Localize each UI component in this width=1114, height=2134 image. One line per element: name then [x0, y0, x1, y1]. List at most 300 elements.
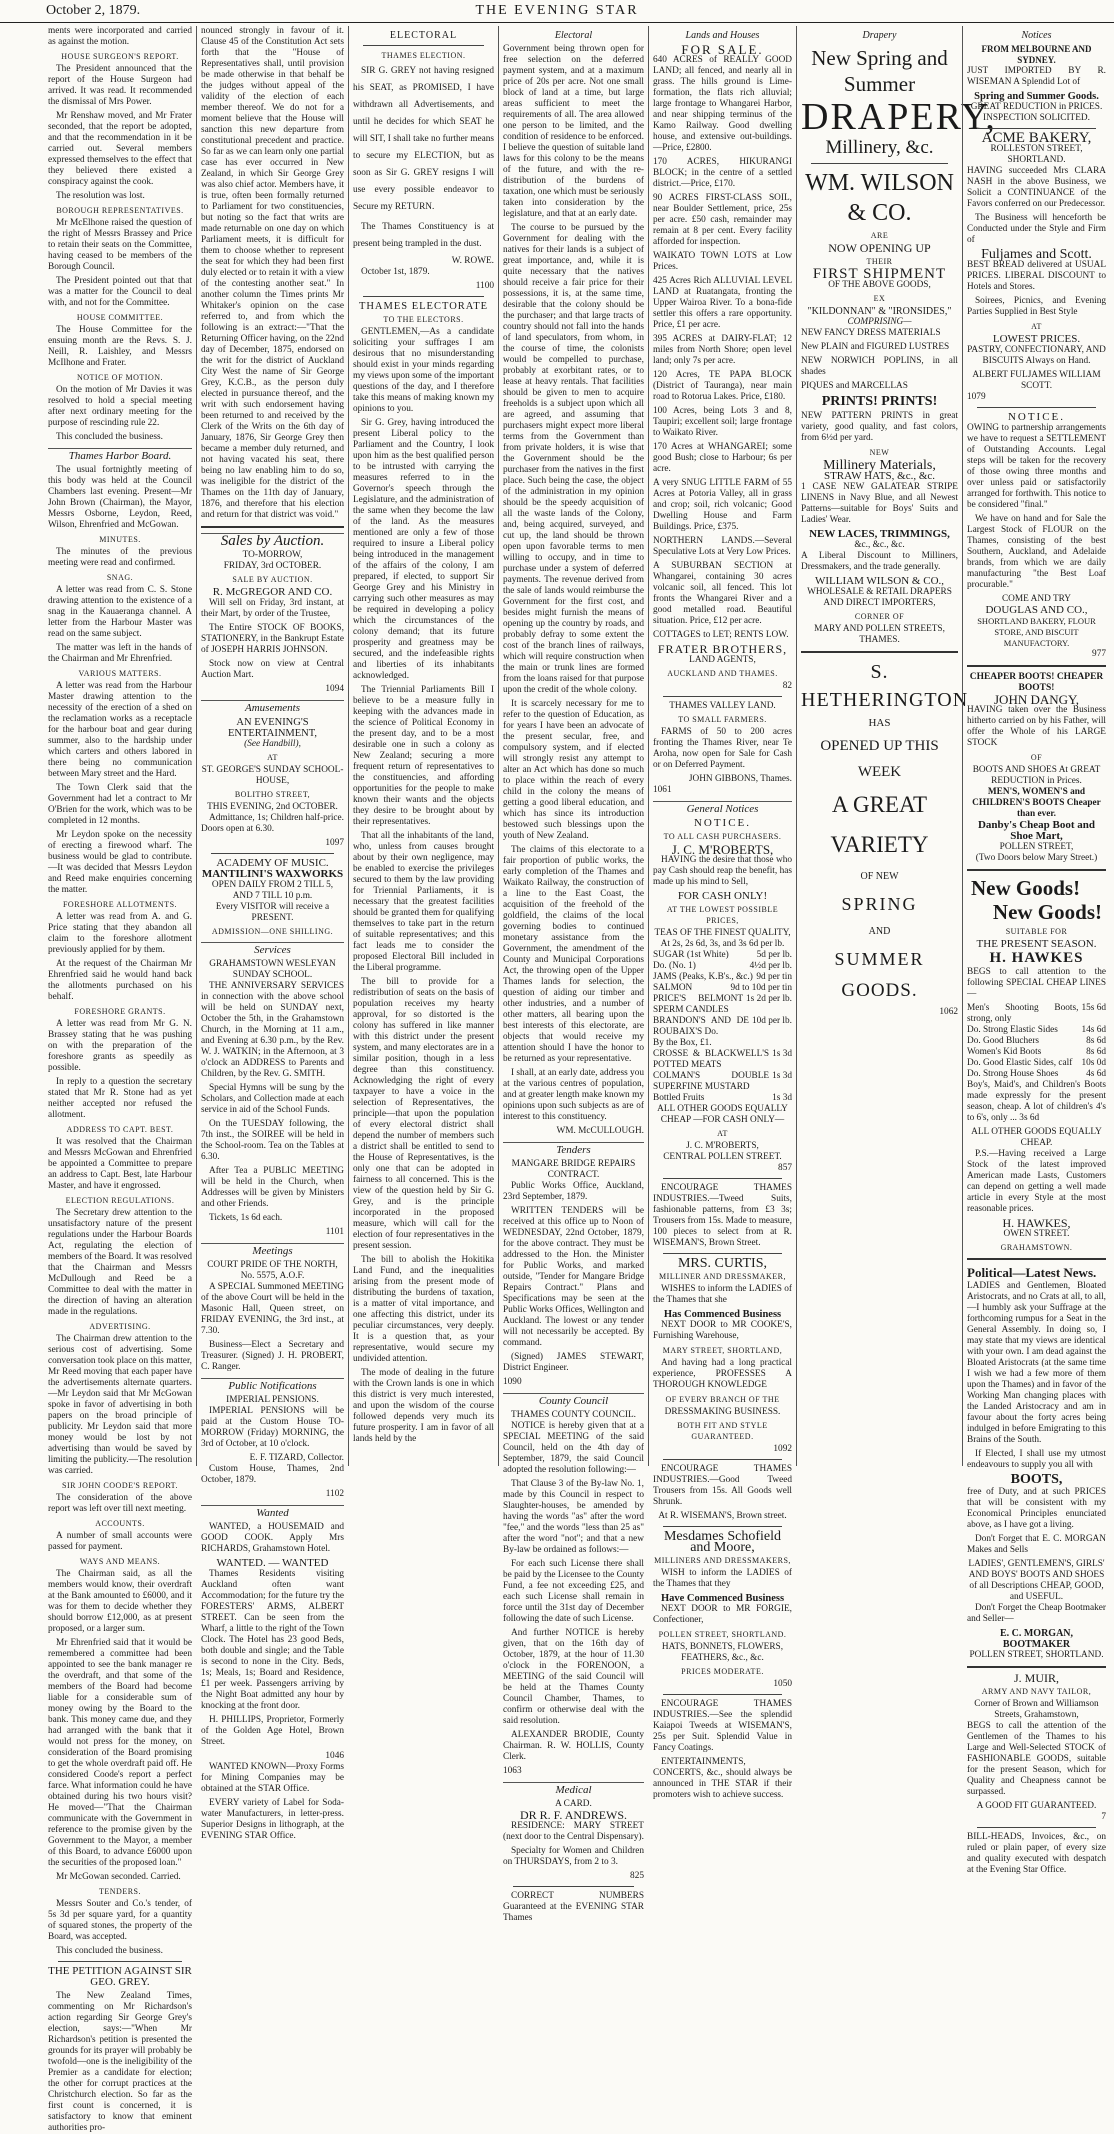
- ad-text: It is scarcely necessary for me to refer to the question of Education, as for years I have been an advocate of the present secular, free, and compulsory system, and if elected will strongly resist any attempt to alter an Act which has done so much to place within the reach of every child in the colony the means of getting a good liberal education, and which has since its introduction bestowed such blessings upon the youth of New Zealand.: [503, 699, 644, 841]
- listing: 170 Acres at WHANGAREI; some good Bush; close to Harbour; 6s per acre.: [653, 442, 792, 474]
- ad-text: Special Hymns will be sung by the Scholars, and Collection made at each service in aid of the School Funds.: [201, 1083, 344, 1115]
- ad-line: BOTH FIT AND STYLE GUARANTEED.: [677, 1421, 768, 1441]
- price-row: [967, 1047, 1106, 1058]
- ad-line: DRESSMAKING BUSINESS.: [664, 1407, 781, 1417]
- ad-headline: WEEK: [857, 764, 902, 780]
- ad-line: Have Commenced Business: [660, 1593, 785, 1604]
- price-row: [653, 1038, 792, 1049]
- price-row: [653, 994, 792, 1016]
- price-value: 10s 0d: [1081, 1058, 1106, 1068]
- section-heading: Public Notifications: [201, 1378, 344, 1392]
- ad-line: THAMES ELECTORATE: [358, 301, 489, 312]
- ad-line: A CARD.: [555, 1799, 592, 1809]
- divider: [977, 407, 1096, 408]
- ad-line: POLLEN STREET,: [999, 842, 1074, 852]
- ad-text: ALEXANDER BRODIE, County Chairman. R. W. HOLLIS, County Clerk.: [503, 1730, 644, 1762]
- ad-text: WISHES to inform the LADIES of the Thames that she: [653, 1284, 792, 1305]
- section-heading: Sales by Auction.: [201, 533, 344, 547]
- price-value: 4½d per lb.: [749, 961, 792, 971]
- ad-line: AT: [267, 753, 278, 762]
- divider: [977, 128, 1096, 129]
- ad-number: 1090: [503, 1377, 522, 1387]
- ad-line: Every VISITOR will receive a PRESENT.: [215, 902, 330, 923]
- ad-signature: JOHN GIBBONS, Thames.: [688, 774, 792, 784]
- ad-line: AT: [717, 1129, 728, 1138]
- ad-line: R. McGREGOR AND CO.: [212, 586, 333, 598]
- article-headline: THE PETITION AGAINST SIR GEO. GREY.: [48, 1965, 192, 1988]
- article-paragraph: Mr Ehrenfried said that it would be remembered a committee had been appointed to see the bank manager re the overdraft, and that some of the members of the Board had become liable for a considerable sum of money owing by the Board to the bank. This money came due, and they had arranged with the bank that it would not press for the money, on consideration of the Board promising to get the whole overdraft paid off. He considered Coode's report a perfect farce. What information could he have obtained during his two hours visit? He moved—"That the Chairman communicate with the Government in reference to the promise given by the Government to the Mayor, a member of this Board, to advance £6000 upon the securities of the proposed loan.": [48, 1638, 192, 1868]
- divider: [967, 665, 1106, 667]
- ad-line: BOOTS,: [1010, 1472, 1063, 1487]
- ad-text: JUST IMPORTED BY R. WISEMAN A Splendid Lot of: [967, 66, 1106, 87]
- ad-text: Government being thrown open for free selection on the deferred payment system, and at a maximum price of 20s per acre. Not one small block of land at a time, but large areas sufficient to meet the requirements of all. The area allowed one person to be limited, and the condition of residence to be enforced. I believe the question of suitable land laws for this colony to be the means of the future, and with the re-distribution of the burdens of taxation, one which must be seriously taken into consideration by the legislature, and that at an early date.: [503, 44, 644, 219]
- article-paragraph: On the motion of Mr Davies it was resolved to hold a special meeting after next ordinary meeting for the purpose of rescinding rule 22.: [48, 385, 192, 428]
- ad-line: EX: [873, 294, 886, 303]
- ad-headline: New Spring and: [811, 46, 948, 70]
- ad-text: ENCOURAGE THAMES INDUSTRIES.—See the splendid Kaiapoi Tweeds at WISEMAN'S, 25s per Suit. Splendid Value in Fancy Coatings.: [653, 1699, 792, 1753]
- ad-line: LADIES', GENTLEMEN'S, GIRLS' AND BOYS' BOOTS AND SHOES: [968, 1559, 1105, 1580]
- ad-line: CORNER OF: [854, 612, 905, 621]
- ad-signature: W. ROWE.: [451, 256, 494, 266]
- ad-text: The course to be pursued by the Government for dealing with the natives for their lands is a subject of great importance, and, while it is quite necessary that the natives should receive a fair price for their possessions, it is, at the same time, desirable that the colony should be the purchaser; and that large tracts of country should not fall into the hands of land speculators, from whom, in the course of time, the colonists would be compelled to purchase, probably at exorbitant rates, or to lease at heavy rentals. That facilities should be given to men to acquire freeholds is a subject upon which all are agreed, and assuming that purchasers might expect more liberal terms from the Government than from private holders, it is wise that the Government should be the purchaser from the natives in the first place. Such being the case, the object of the administration in my opinion should be the speedy acquisition of all the waste lands of the Colony, and, being acquired, surveyed, and cut up, the land should be thrown open upon favorable terms to men willing to occupy, and in time to purchase under a system of deferred payments. The revenue derived from the sale of lands would reimburse the Government for the first cost, and besides might furnish the means of opening up the country by roads, and probably defray to some extent the cost of the branch lines of railways, which will require construction when the main or trunk lines are formed from the loans raised for that purpose upon the credit of the whole colony.: [503, 223, 644, 695]
- ad-text: ENCOURAGE THAMES INDUSTRIES.—Tweed Suits, fashionable patterns, from £3 3s; Trousers from 15s. Made to measure, 100 pieces to select from at R. WISEMAN'S, Brown Street.: [653, 1183, 792, 1248]
- article-paragraph: In reply to a question the secretary stated that Mr R. Stone had as yet neither accepted nor refused the allotment.: [48, 1077, 192, 1120]
- price-item: Do. Good Bluchers: [967, 1036, 1040, 1046]
- ad-line: LAND AGENTS,: [689, 655, 756, 665]
- ad-line: COURT PRIDE OF THE NORTH, No. 5575, A.O.F.: [207, 1260, 338, 1281]
- listing: COTTAGES to LET; RENTS LOW.: [653, 630, 789, 640]
- ad-headline: New Goods!: [992, 900, 1102, 924]
- ad-line: THAMES.: [859, 635, 900, 645]
- ad-text: PIQUES and MARCELLAS: [801, 381, 908, 391]
- subheading: ADVERTISING.: [89, 1322, 151, 1331]
- ad-line: LOWEST PRICES.: [992, 333, 1081, 345]
- price-row: [967, 1036, 1106, 1047]
- ad-line: TO SMALL FARMERS.: [678, 715, 767, 724]
- ad-headline: Fuljames and Scott.: [981, 247, 1092, 262]
- price-value: 14s 6d: [1081, 1025, 1106, 1035]
- listing: 170 ACRES, HIKURANGI BLOCK; in the centre of a settled district.—Price, £170.: [653, 157, 792, 189]
- price-value: 5d per lb.: [756, 950, 792, 960]
- article-paragraph: It was resolved that the Chairman and Messrs McGowan and Ehrenfried be appointed a Committee to prepare an address to Capt. Best, late Harbour Master, and have it engrossed.: [48, 1137, 192, 1191]
- ad-line: ROLLESTON STREET, SHORTLAND.: [990, 144, 1083, 165]
- ad-headline: S. HETHERINGTON: [801, 661, 969, 711]
- article-paragraph: At the request of the Chairman Mr Ehrenfried said he would hand back the allotments purchased on his behalf.: [48, 959, 192, 1002]
- divider: [58, 1961, 182, 1962]
- ad-line: BOLITHO STREET,: [234, 790, 311, 799]
- ad-line: CENTRAL POLLEN STREET.: [663, 1152, 782, 1162]
- ad-line: ALL OTHER GOODS EQUALLY CHEAP —FOR CASH ONLY—: [657, 1104, 788, 1125]
- ad-text: A Liberal Discount to Milliners, Dressmakers, and the trade generally.: [801, 551, 958, 572]
- price-item: Women's Kid Boots: [967, 1047, 1042, 1057]
- ad-line: E. F. TIZARD, Collector.: [249, 1453, 344, 1463]
- divider: [811, 163, 948, 164]
- divider: [663, 696, 782, 697]
- ad-line: At 2s, 2s 6d, 3s, and 3s 6d per lb.: [660, 939, 785, 949]
- ad-text: BEGS to call the attention of the Gentlemen of the Thames to his Large and Well-Selected STOCK of FASHIONABLE GOODS, suitable for the present Season, which for Quality and Cheapness cannot be surpassed.: [967, 1721, 1106, 1797]
- ad-text: HAVING taken over the Business hitherto carried on by his Father, will offer the Whole of his LARGE STOCK: [967, 705, 1106, 748]
- subheading: SIR JOHN COODE'S REPORT.: [62, 1481, 178, 1490]
- ad-text: SIR G. GREY not having resigned his SEAT, as PROMISED, I have withdrawn all Advertisements, and until he decides for which SEAT he will SIT, I shall take no further means to secure my ELECTION, but as soon as Sir G. GREY resigns I will use every possible endeavor to Secure my RETURN.: [353, 66, 494, 212]
- ad-line: TO ALL CASH PURCHASERS.: [663, 832, 782, 841]
- ad-line: MARY STREET, SHORTLAND,: [662, 1346, 783, 1355]
- price-item: BRANDON'S AND DE ROUBAIX'S Do.: [653, 1016, 749, 1037]
- ad-headline: Millinery Materials,: [823, 458, 936, 473]
- divider: [663, 1526, 782, 1527]
- column-3: [348, 26, 498, 1466]
- ad-line: A GOOD FIT GUARANTEED.: [976, 1801, 1097, 1811]
- column-4: [498, 26, 648, 1923]
- ad-text: OWING to partnership arrangements we have to request a SETTLEMENT of Outstanding Accounts. Legal steps will be taken for the recovery of those owing three months and over unless paid or satisfactorily arranged for forthwith. This notice to be considered "final.": [967, 423, 1106, 510]
- ad-line: WHOLESALE & RETAIL DRAPERS AND DIRECT IMPORTERS,: [807, 587, 952, 608]
- article-paragraph: A letter was read from Mr G. N. Brassey stating that he was pushing on with the preparation of the foreshore grants as speedily as possible.: [48, 1019, 192, 1073]
- price-row: [653, 983, 792, 994]
- listing: 425 Acres Rich ALLUVIAL LEVEL LAND at Ruatangata, fronting the Upper Wairoa River. To a bona-fide settler this offers a rare opportunity. Price, £1 per acre.: [653, 276, 792, 330]
- ad-line: Mesdames Schofield: [663, 1529, 782, 1544]
- ad-line: MANTILINI'S WAXWORKS: [201, 868, 344, 880]
- price-list: [967, 1003, 1106, 1080]
- article-paragraph: Messrs Souter and Co.'s tender, of 5s 3d per square yard, for a quantity of squared stones, the property of the Board, was accepted.: [48, 1899, 192, 1942]
- ad-text: NEW NORWICH POPLINS, in all shades: [801, 356, 958, 377]
- listing: 395 ACRES at DAIRY-FLAT; 12 miles from North Shore; open level land; only 7s per acre.: [653, 334, 792, 366]
- ad-text: HAVING succeeded Mrs CLARA NASH in the above Business, we Solicit a CONTINUANCE of the Favors conferred on our Predecessor.: [967, 166, 1106, 209]
- ad-number: 1102: [325, 1489, 344, 1499]
- ad-line: &c., &c., &c.: [854, 540, 905, 550]
- article-paragraph: ments were incorporated and carried as against the motion.: [48, 26, 192, 47]
- ad-line: ARMY AND NAVY TAILOR,: [981, 1687, 1092, 1696]
- price-value: 1s 2d per lb.: [746, 994, 792, 1004]
- ad-text: FARMS of 50 to 200 acres fronting the Thames River, near Te Aroha, now open for Sale for Cash or on Deferred Payment.: [653, 727, 792, 770]
- ad-number: 1094: [325, 684, 344, 694]
- ad-line: COME AND TRY: [1001, 594, 1072, 604]
- section-heading: Lands and Houses: [685, 30, 760, 41]
- ad-line: Has Commenced Business: [663, 1309, 782, 1320]
- article-paragraph: A letter was read from A. and G. Price stating that they abandon all claim to the foreshore allotment previously applied for by them.: [48, 912, 192, 955]
- price-row: [653, 1049, 792, 1071]
- article-paragraph: A letter was read from C. S. Stone drawing attention to the existence of a snag in the Kauaeranga channel. A letter from the Harbour Master was read on the same subject.: [48, 585, 192, 639]
- ad-text: The Business will henceforth be Conducted under the Style and Firm of: [967, 213, 1106, 245]
- ad-text: WRITTEN TENDERS will be received at this office up to Noon of WEDNESDAY, 22nd October, 1879, for the above contract. They must be addressed to the Hon. the Minister for Public Works, and marked outside, "Tender for Mangare Bridge Repairs Contract." Plans and Specifications may be seen at the Public Works Offices, Wellington and Auckland. The lowest or any tender will not necessarily be accepted. By command.: [503, 1206, 644, 1348]
- ad-line: AN EVENING'S ENTERTAINMENT,: [227, 717, 318, 739]
- ad-number: 1092: [773, 1444, 792, 1454]
- ad-text: A SPECIAL Summoned MEETING of the above Court will be held in the Masonic Hall, Queen street, on FRIDAY EVENING, the 3rd inst., at 7.30.: [201, 1282, 344, 1336]
- ad-text: H. PHILLIPS, Proprietor, Formerly of the Golden Age Hotel, Brown Street.: [201, 1715, 344, 1747]
- subheading: MINUTES.: [99, 535, 141, 544]
- ad-line: TEAS OF THE FINEST QUALITY,: [654, 928, 791, 938]
- subheading: HOUSE COMMITTEE.: [76, 313, 164, 322]
- price-item: Do. (No. 1): [653, 961, 696, 971]
- article-paragraph: A number of small accounts were passed for payment.: [48, 1531, 192, 1552]
- ad-number: 82: [782, 681, 792, 691]
- price-value: 1s 3d: [772, 1049, 792, 1059]
- ad-line: NOW OPENING UP: [828, 241, 931, 255]
- subheading: TENDERS.: [99, 1887, 141, 1896]
- ad-text: For each such License there shall be paid by the Licensee to the County Fund, a fee not exceeding £25, and each such License shall remain in force until the 31st day of December following the date of such License.: [503, 1559, 644, 1624]
- price-value: 4s 6d: [1086, 1069, 1106, 1079]
- ad-headline: WM. WILSON & CO.: [805, 170, 954, 226]
- ad-text: WANTED, a HOUSEMAID and GOOD COOK. Apply Mrs RICHARDS, Grahamstown Hotel.: [201, 1522, 344, 1554]
- price-value: 9d to 10d per tin: [730, 983, 792, 993]
- ad-signature: WM. McCULLOUGH.: [556, 1126, 644, 1136]
- divider: [977, 1827, 1096, 1828]
- ad-line: FEATHERS, &c., &c.: [681, 1653, 764, 1663]
- ad-line: FROM MELBOURNE AND SYDNEY.: [981, 44, 1092, 65]
- ad-text: Will sell on Friday, 3rd instant, at their Mart, by order of the Trustee,: [201, 598, 344, 619]
- ad-line: HAS: [868, 717, 891, 729]
- price-item: JAMS (Peaks, K.B's., &c.): [653, 972, 753, 982]
- price-value: [789, 1038, 792, 1049]
- ad-line: OF EVERY BRANCH OF THE: [665, 1395, 780, 1404]
- listing: NORTHERN LANDS.—Several Speculative Lots at Very Low Prices.: [653, 536, 792, 557]
- article-paragraph: The resolution was lost.: [56, 191, 145, 201]
- ad-line: SALE BY AUCTION.: [232, 575, 313, 584]
- ad-number: 1061: [653, 785, 672, 795]
- article-paragraph: The usual fortnightly meeting of this body was held at the Council Chambers last evening. Present—Mr John Brown (Chairman), the Mayor, Messrs Osborne, Leydon, Reed, Wilson, Ehrenfried and McGowan.: [48, 465, 192, 530]
- price-row: [967, 1058, 1106, 1069]
- section-heading: Tenders: [503, 1142, 644, 1156]
- divider: [967, 1258, 1106, 1260]
- listing: 90 ACRES FIRST-CLASS SOIL, near Boulder Settlement, price, 25s per acre. £50 cash, remainder may remain at 8 per cent. Every facility afforded for inspection.: [653, 193, 792, 247]
- ad-text: Don't Forget that E. C. MORGAN Makes and Sells: [967, 1534, 1106, 1555]
- ad-line: AUCKLAND AND THAMES.: [667, 669, 778, 678]
- divider: [663, 1253, 782, 1254]
- ad-line: FOR SALE.: [681, 42, 764, 57]
- divider: [663, 1178, 782, 1179]
- divider: [967, 869, 1106, 871]
- ad-line: OF THE ABOVE GOODS,: [828, 280, 931, 290]
- price-value: 8s 6d: [1086, 1047, 1106, 1057]
- article-paragraph: The minutes of the previous meeting were read and confirmed.: [48, 547, 192, 568]
- ad-line: GRAHAMSTOWN.: [1000, 1243, 1073, 1252]
- ad-text: ENCOURAGE THAMES INDUSTRIES.—Good Tweed Trousers from 15s. All Goods well Shrunk.: [653, 1464, 792, 1507]
- ad-text: Specialty for Women and Children on THURSDAYS, from 2 to 3.: [503, 1846, 644, 1867]
- price-item: Do. Good Elastic Sides, calf: [967, 1058, 1073, 1068]
- article-paragraph: The Town Clerk said that the Government had let a contract to Mr O'Brien for the work, which was to be completed in 12 months.: [48, 783, 192, 826]
- ad-text: PASTRY, CONFECTIONARY, AND BISCUITS Always on Hand.: [967, 345, 1106, 366]
- ad-headline: SUMMER: [834, 949, 925, 969]
- article-paragraph: A letter was read from the Harbour Master drawing attention to the necessity of the erection of a shed on the reclamation works as a receptacle for the harbour boat and gear during summer, also to the hardship under which carters and others labored in there being no communication between Mary street and the Hard.: [48, 681, 192, 779]
- ad-text: The Entire STOCK OF BOOKS, STATIONERY, in the Bankrupt Estate of JOSEPH HARRIS JOHNSON.: [201, 623, 344, 655]
- ad-line: OF NEW: [860, 871, 899, 882]
- ad-number: 7: [1101, 1812, 1106, 1822]
- ad-text: HAVING the desire that those who pay Cash should reap the benefit, has made up his mind to Sell,: [653, 855, 792, 887]
- ad-text: If Elected, I shall use my utmost endeavours to supply you all with: [967, 1449, 1106, 1470]
- ad-line: FRATER BROTHERS,: [657, 642, 788, 656]
- ad-headline: Millinery, &c.: [825, 137, 934, 158]
- ad-text: GENTLEMEN,—As a candidate soliciting your suffrages I am desirous that no misunderstanding should exist in your minds regarding my views upon some of the important questions of the day, and I therefore take this means of making known my opinions to you.: [353, 327, 494, 414]
- price-item: Men's Shooting Boots, strong, only: [967, 1003, 1079, 1024]
- ad-text: BEGS to call attention to the following SPECIAL CHEAP LINES—: [967, 967, 1106, 999]
- price-row: [967, 1025, 1106, 1036]
- ad-number: 1097: [325, 838, 344, 848]
- ad-line: THAMES COUNTY COUNCIL.: [511, 1410, 636, 1420]
- price-value: 1s 3d: [772, 1071, 792, 1081]
- listing: 100 Acres, being Lots 3 and 8, Taupiri; excellent soil; large frontage to Waikato River.: [653, 406, 792, 438]
- ad-headline: DRAPERY,: [801, 96, 997, 138]
- ad-line: POLLEN STREET, SHORTLAND.: [658, 1630, 787, 1639]
- ad-line: ST. GEORGE'S SUNDAY SCHOOL-HOUSE,: [201, 765, 344, 786]
- section-heading: Meetings: [201, 1243, 344, 1257]
- subheading: NOTICE OF MOTION.: [76, 373, 164, 382]
- ad-line: PRICES MODERATE.: [681, 1667, 764, 1676]
- article-paragraph: The consideration of the above report was left over till next meeting.: [48, 1493, 192, 1514]
- article-paragraph: The Secretary drew attention to the unsatisfactory nature of the present regulations under the Harbour Boards Act, regulating the election of members of the Board. It was resolved that the Chairman and Messrs McDullough and Reed be a Committee to deal with the matter in the direction of having an alteration made in the regulations.: [48, 1208, 192, 1317]
- ad-text: CORRECT NUMBERS Guaranteed at the EVENING STAR Thames: [503, 1891, 644, 1923]
- ad-line: FOR CASH ONLY!: [677, 890, 768, 902]
- ad-line: At R. WISEMAN'S, Brown street.: [658, 1511, 787, 1521]
- section-heading: Wanted: [201, 1505, 344, 1519]
- listing: WAIKATO TOWN LOTS at Low Prices.: [653, 251, 792, 272]
- ad-line: MRS. CURTIS,: [677, 1256, 768, 1271]
- divider: [211, 853, 334, 854]
- section-heading: General Notices: [653, 801, 792, 815]
- ad-headline: Summer: [843, 72, 916, 96]
- price-row: [653, 972, 792, 983]
- ad-line: COMPRISING—: [847, 317, 912, 327]
- ad-text: The Thames Constituency is at present being trampled in the dust.: [353, 222, 494, 249]
- ad-line: GREAT REDUCTION in PRICES. INSPECTION SOLICITED.: [970, 102, 1103, 123]
- ad-text: IMPERIAL PENSIONS will be paid at the Custom House TO-MORROW (Friday) MORNING, the 3rd of October, at 10 o'clock.: [201, 1406, 344, 1449]
- ad-text: Thames Residents visiting Auckland often want Accommodation; for the future try the FORESTERS' ARMS, ALBERT STREET. Can be seen from the Wharf, a little to the right of the Town Clock. The Hotel has 23 good Beds, both double and single; and the Table is second to none in the City. Beds, 1s; Meals, 1s; Board and Residence, £1 per week. Passengers arriving by the Night Boat admitted any hour by knocking at the front door.: [201, 1569, 344, 1711]
- ad-text: Soirees, Picnics, and Evening Parties Supplied in Best Style: [967, 296, 1106, 317]
- ad-text: That Clause 3 of the By-law No. 1, made by this Council in respect to Slaughter-houses, be amended by having the words "as" after the word "fee," and the words "less than 25 as" after the word "not"; and that a new By-law be ordained as follows:—: [503, 1479, 644, 1555]
- ad-text: EVERY variety of Label for Soda-water Manufacturers, in letter-press. Superior Designs in lithograph, at the EVENING STAR Office.: [201, 1798, 344, 1841]
- section-heading: Drapery: [862, 30, 897, 41]
- ad-line: Spring and Summer Goods.: [974, 91, 1099, 102]
- section-heading: Services: [201, 942, 344, 956]
- ad-line: HATS, BONNETS, FLOWERS,: [661, 1642, 784, 1652]
- price-row: [653, 1093, 792, 1104]
- ad-text: October 1st, 1879.: [361, 267, 430, 277]
- ad-text: NEW PATTERN PRINTS in great variety, good quality, and fast colors, from 6½d per yard.: [801, 411, 958, 443]
- ad-line: OF: [1030, 753, 1043, 762]
- subheading: HOUSE SURGEON'S REPORT.: [61, 52, 179, 61]
- section-heading: ELECTORAL: [389, 30, 458, 41]
- article-paragraph: This concluded the business.: [56, 432, 163, 442]
- ad-headline: Political—Latest News.: [967, 1265, 1097, 1280]
- article-paragraph: The Chairman drew attention to the serious cost of advertising. Some conversation took place on this matter, Mr Reed moving that each paper have the advertisements alternate quarters.—Mr Leydon said that Mr McGowan spoke in favor of advertising in both papers on the broad principle of publicity. Mr Leydon said that more money would be lost by not advertising than would be saved by limiting the publicity.—The resolution was carried.: [48, 1334, 192, 1476]
- ad-text: Business—Elect a Secretary and Treasurer. (Signed) J. H. PROBERT, C. Ranger.: [201, 1340, 344, 1372]
- ad-line: DOUGLAS AND CO.,: [985, 604, 1088, 616]
- ad-text: I shall, at an early date, address you at the various centres of population, and at greater length make known my opinions upon such subjects as are of interest to this constituency.: [503, 1068, 644, 1122]
- divider: [663, 1694, 782, 1695]
- ad-line: ARE: [870, 231, 889, 240]
- listing: A very SNUG LITTLE FARM of 55 Acres at Potoria Valley, all in grass and crop; soil, rich volcanic; Good Dwelling House and Farm Buildings. Price, £375.: [653, 478, 792, 532]
- section-heading: Thames Harbor Board.: [48, 448, 192, 462]
- ad-text: free of Duty, and at such PRICES that will be consistent with my Economical Principles enunciated above, as I have got a living.: [967, 1487, 1106, 1530]
- ad-text: NEXT DOOR to MR FORGIE, Confectioner,: [653, 1604, 792, 1625]
- listing: 120 Acres, TE PAPA BLOCK (District of Tauranga), near main road to Rotorua Lakes. Price, £180.: [653, 370, 792, 402]
- ad-line: THAMES VALLEY LAND.: [669, 701, 776, 711]
- ad-headline: SPRING: [841, 894, 918, 914]
- ad-line: Danby's Cheap Boot and Shoe Mart,: [977, 819, 1096, 842]
- section-heading: Amusements: [201, 700, 344, 714]
- masthead: [0, 0, 1114, 23]
- ad-text: BEST BREAD delivered at USUAL PRICES. LIBERAL DISCOUNT to Hotels and Stores.: [967, 260, 1106, 292]
- newspaper-title: THE EVENING STAR: [475, 3, 639, 18]
- article-paragraph: The President pointed out that that was a matter for the Council to deal with, and not for the Committee.: [48, 276, 192, 308]
- divider: [513, 1886, 634, 1887]
- ad-headline: New Goods!: [971, 876, 1081, 900]
- ad-line: E. C. MORGAN, BOOTMAKER: [999, 1628, 1074, 1650]
- price-item: Do. Strong Elastic Sides: [967, 1025, 1058, 1035]
- ad-text: Stock now on view at Central Auction Mart.: [201, 659, 344, 680]
- ad-line: SUITABLE FOR: [1005, 927, 1068, 936]
- ad-text: Sir G. Grey, having introduced the present Liberal policy to the Parliament and the Country, I look upon him as the best qualified person to be intrusted with carrying the measures referred to in the Governor's speech through the Legislature, and the administration of the same when they become the law of the land. As the measures mentioned are only a few of those required to insure a Liberal policy being introduced in the management of the affairs of the colony, I am prepared, if elected, to support Sir George Grey and his Ministry in carrying such other measures as may be required in developing a policy which the circumstances of the colony demand; that its future prosperity and greatness may be secured, and the indefeasible rights and liberties of its inhabitants acknowledged.: [353, 418, 494, 681]
- ad-line: (Two Doors below Mary Street.): [975, 853, 1098, 863]
- ad-text: LADIES and Gentlemen, Bloated Aristocrats, and no Crats at all, to all,—I humbly ask your Suffrage at the forthcoming rumpus for a Seat in the General Assembly. In doing so, I may state that my views are identical with your own. I am dead against the Bloated Aristocrats (at the same time I wish we had a few more of them upon the Thames) and in favor of the Working Man changing places with the Landed Aristocracy and am in favour about the forty acres being indulged in before Emigrating to this Brains of the South.: [967, 1281, 1106, 1445]
- ad-line: MILLINER AND DRESSMAKER,: [659, 1272, 786, 1281]
- ad-headline: ACME BAKERY,: [981, 130, 1092, 146]
- ad-line: AND: [868, 926, 891, 937]
- ad-line: J. C. M'ROBERTS,: [671, 842, 774, 857]
- ad-line: SHORTLAND BAKERY, FLOUR STORE, AND BISCUIT MANUFACTORY.: [977, 616, 1096, 648]
- ad-number: 1062: [939, 1007, 958, 1017]
- subheading: ELECTION REGULATIONS.: [65, 1196, 175, 1205]
- ad-text: And further NOTICE is hereby given, that on the 16th day of October, 1879, at the hour of 11.30 o'clock in the FORENOON, a MEETING of the said Council will be held at the Thames County Council Chamber, Thames, to confirm or otherwise deal with the said resolution.: [503, 1628, 644, 1726]
- ad-line: THAMES ELECTION.: [381, 51, 466, 60]
- ad-line: TO-MORROW,: [242, 550, 303, 560]
- price-item: COLMAN'S DOUBLE SUPERFINE MUSTARD: [653, 1071, 770, 1092]
- article-paragraph: Mr McElhone raised the question of the right of Messrs Brassey and Price to retain their seats on the Committee, having ceased to be members of the Borough Council.: [48, 218, 192, 272]
- ad-line: FRIDAY, 3rd OCTOBER.: [223, 561, 322, 571]
- subheading: VARIOUS MATTERS.: [78, 669, 162, 678]
- ad-text: Tickets, 1s 6d each.: [209, 1213, 283, 1223]
- ad-line: (See Handbill),: [244, 739, 301, 749]
- price-item: SUGAR (1st White): [653, 950, 729, 960]
- ad-number: 1101: [325, 1227, 344, 1237]
- ad-text: On the TUESDAY following, the 7th inst., the SOIREE will be held in the School-room. Tea on the Tables at 6.30.: [201, 1119, 344, 1162]
- ad-text: We have on hand and for Sale the Largest Stock of FLOUR on the Thames, consisting of the best Southern, Auckland, and Adelaide brands, from which we are daily manufacturing "the Best Loaf procurable.": [967, 514, 1106, 590]
- issue-date: October 2, 1879.: [46, 3, 141, 18]
- article-paragraph: The New Zealand Times, commenting on Mr Richardson's action regarding Sir George Grey's election, says:—"When Mr Richardson's petition is presented the grounds for its prayer will probably be twofold—one is the ineligibility of the Premier as a candidate for election; the other for corrupt practices at the Christchurch election. So far as the first count is concerned, it is satisfactory to know that eminent authorities pro-: [48, 1991, 192, 2133]
- ad-text: Admittance, 1s; Children half-price. Doors open at 6.30.: [201, 813, 344, 834]
- article-paragraph: Mr Renshaw moved, and Mr Frater seconded, that the report be adopted, and that the recommendation in it be carried out. Several members expressed themselves to the effect that they believed there existed a conspiracy against the cook.: [48, 111, 192, 187]
- ad-headline: PRINTS! PRINTS!: [821, 394, 938, 409]
- ad-text: After Tea a PUBLIC MEETING will be held in the Church, when Addresses will be given by Ministers and other Friends.: [201, 1166, 344, 1209]
- article-paragraph: The House Committee for the ensuing month are the Revs. S. J. Neill, R. Laishley, and Messrs McIlhone and Frater.: [48, 325, 192, 368]
- ad-text: The bill to provide for a redistribution of seats on the basis of population receives my hearty approval, for so distorted is the colony has suffered in like manner with this district under the present system, and many electorates are in a similar position, though in a less degree than this constituency. Acknowledging the right of every taxpayer to have a voice in the selection of Representatives, the principle—that upon the population of every electoral district shall depend the number of members such a district shall be entitled to send to the House of Representatives, is the only one that can be adopted in fairness to all concerned. This is the view of the question held by Sir G. Grey, and is the principle incorporated in the proposed measure, which will call for the election of four representatives in the present session.: [353, 977, 494, 1251]
- ad-line: WANTED. — WANTED: [216, 1557, 329, 1569]
- price-value: 8s 6d: [1086, 1036, 1106, 1046]
- ad-line: J. MUIR,: [1013, 1671, 1059, 1685]
- listing: A SUBURBAN SECTION at Whangarei, containing 30 acres volcanic soil, all fenced. This lot fronts the Whangarei River and a good metalled road. Beautiful situation. Price, £12 per acre.: [653, 561, 792, 626]
- subheading: BOROUGH REPRESENTATIVES.: [56, 206, 184, 215]
- ad-number: 857: [778, 1163, 792, 1173]
- section-heading: Medical: [503, 1782, 644, 1796]
- ad-line: H. HAWKES,: [1002, 1216, 1071, 1230]
- price-list: [653, 950, 792, 1104]
- ad-line: OPEN DAILY FROM 2 TILL 5, AND 7 TILL 10 p.m.: [211, 880, 334, 901]
- ad-line: AT: [1031, 322, 1042, 331]
- ad-headline: A GREAT VARIETY: [830, 792, 929, 857]
- ad-text: And having had a long practical experience, PROFESSES A THOROUGH KNOWLEDGE: [653, 1358, 792, 1390]
- ad-text: Don't Forget the Cheap Bootmaker and Seller—: [967, 1603, 1106, 1624]
- price-row: [653, 1016, 792, 1038]
- ad-text: Custom House, Thames, 2nd October, 1879.: [201, 1464, 344, 1485]
- column-2: [196, 26, 348, 1841]
- divider: [801, 651, 958, 653]
- ad-line: FIRST SHIPMENT: [812, 266, 947, 282]
- ad-line: MANGARE BRIDGE REPAIRS CONTRACT.: [511, 1159, 636, 1180]
- subheading: FORESHORE ALLOTMENTS.: [62, 900, 178, 909]
- subheading: ADDRESS TO CAPT. BEST.: [66, 1125, 174, 1134]
- ad-headline: CHEAPER BOOTS! CHEAPER BOOTS!: [969, 672, 1104, 693]
- price-item: CROSSE & BLACKWELL'S POTTED MEATS: [653, 1049, 770, 1070]
- ad-line: THIS EVENING, 2nd OCTOBER.: [207, 802, 338, 812]
- ad-text: NOTICE is hereby given that at a SPECIAL MEETING of the said Council, held on the 4th day of September, 1879, the said Council adopted the resolution following:—: [503, 1421, 644, 1475]
- ad-headline: GOODS.: [841, 980, 918, 1001]
